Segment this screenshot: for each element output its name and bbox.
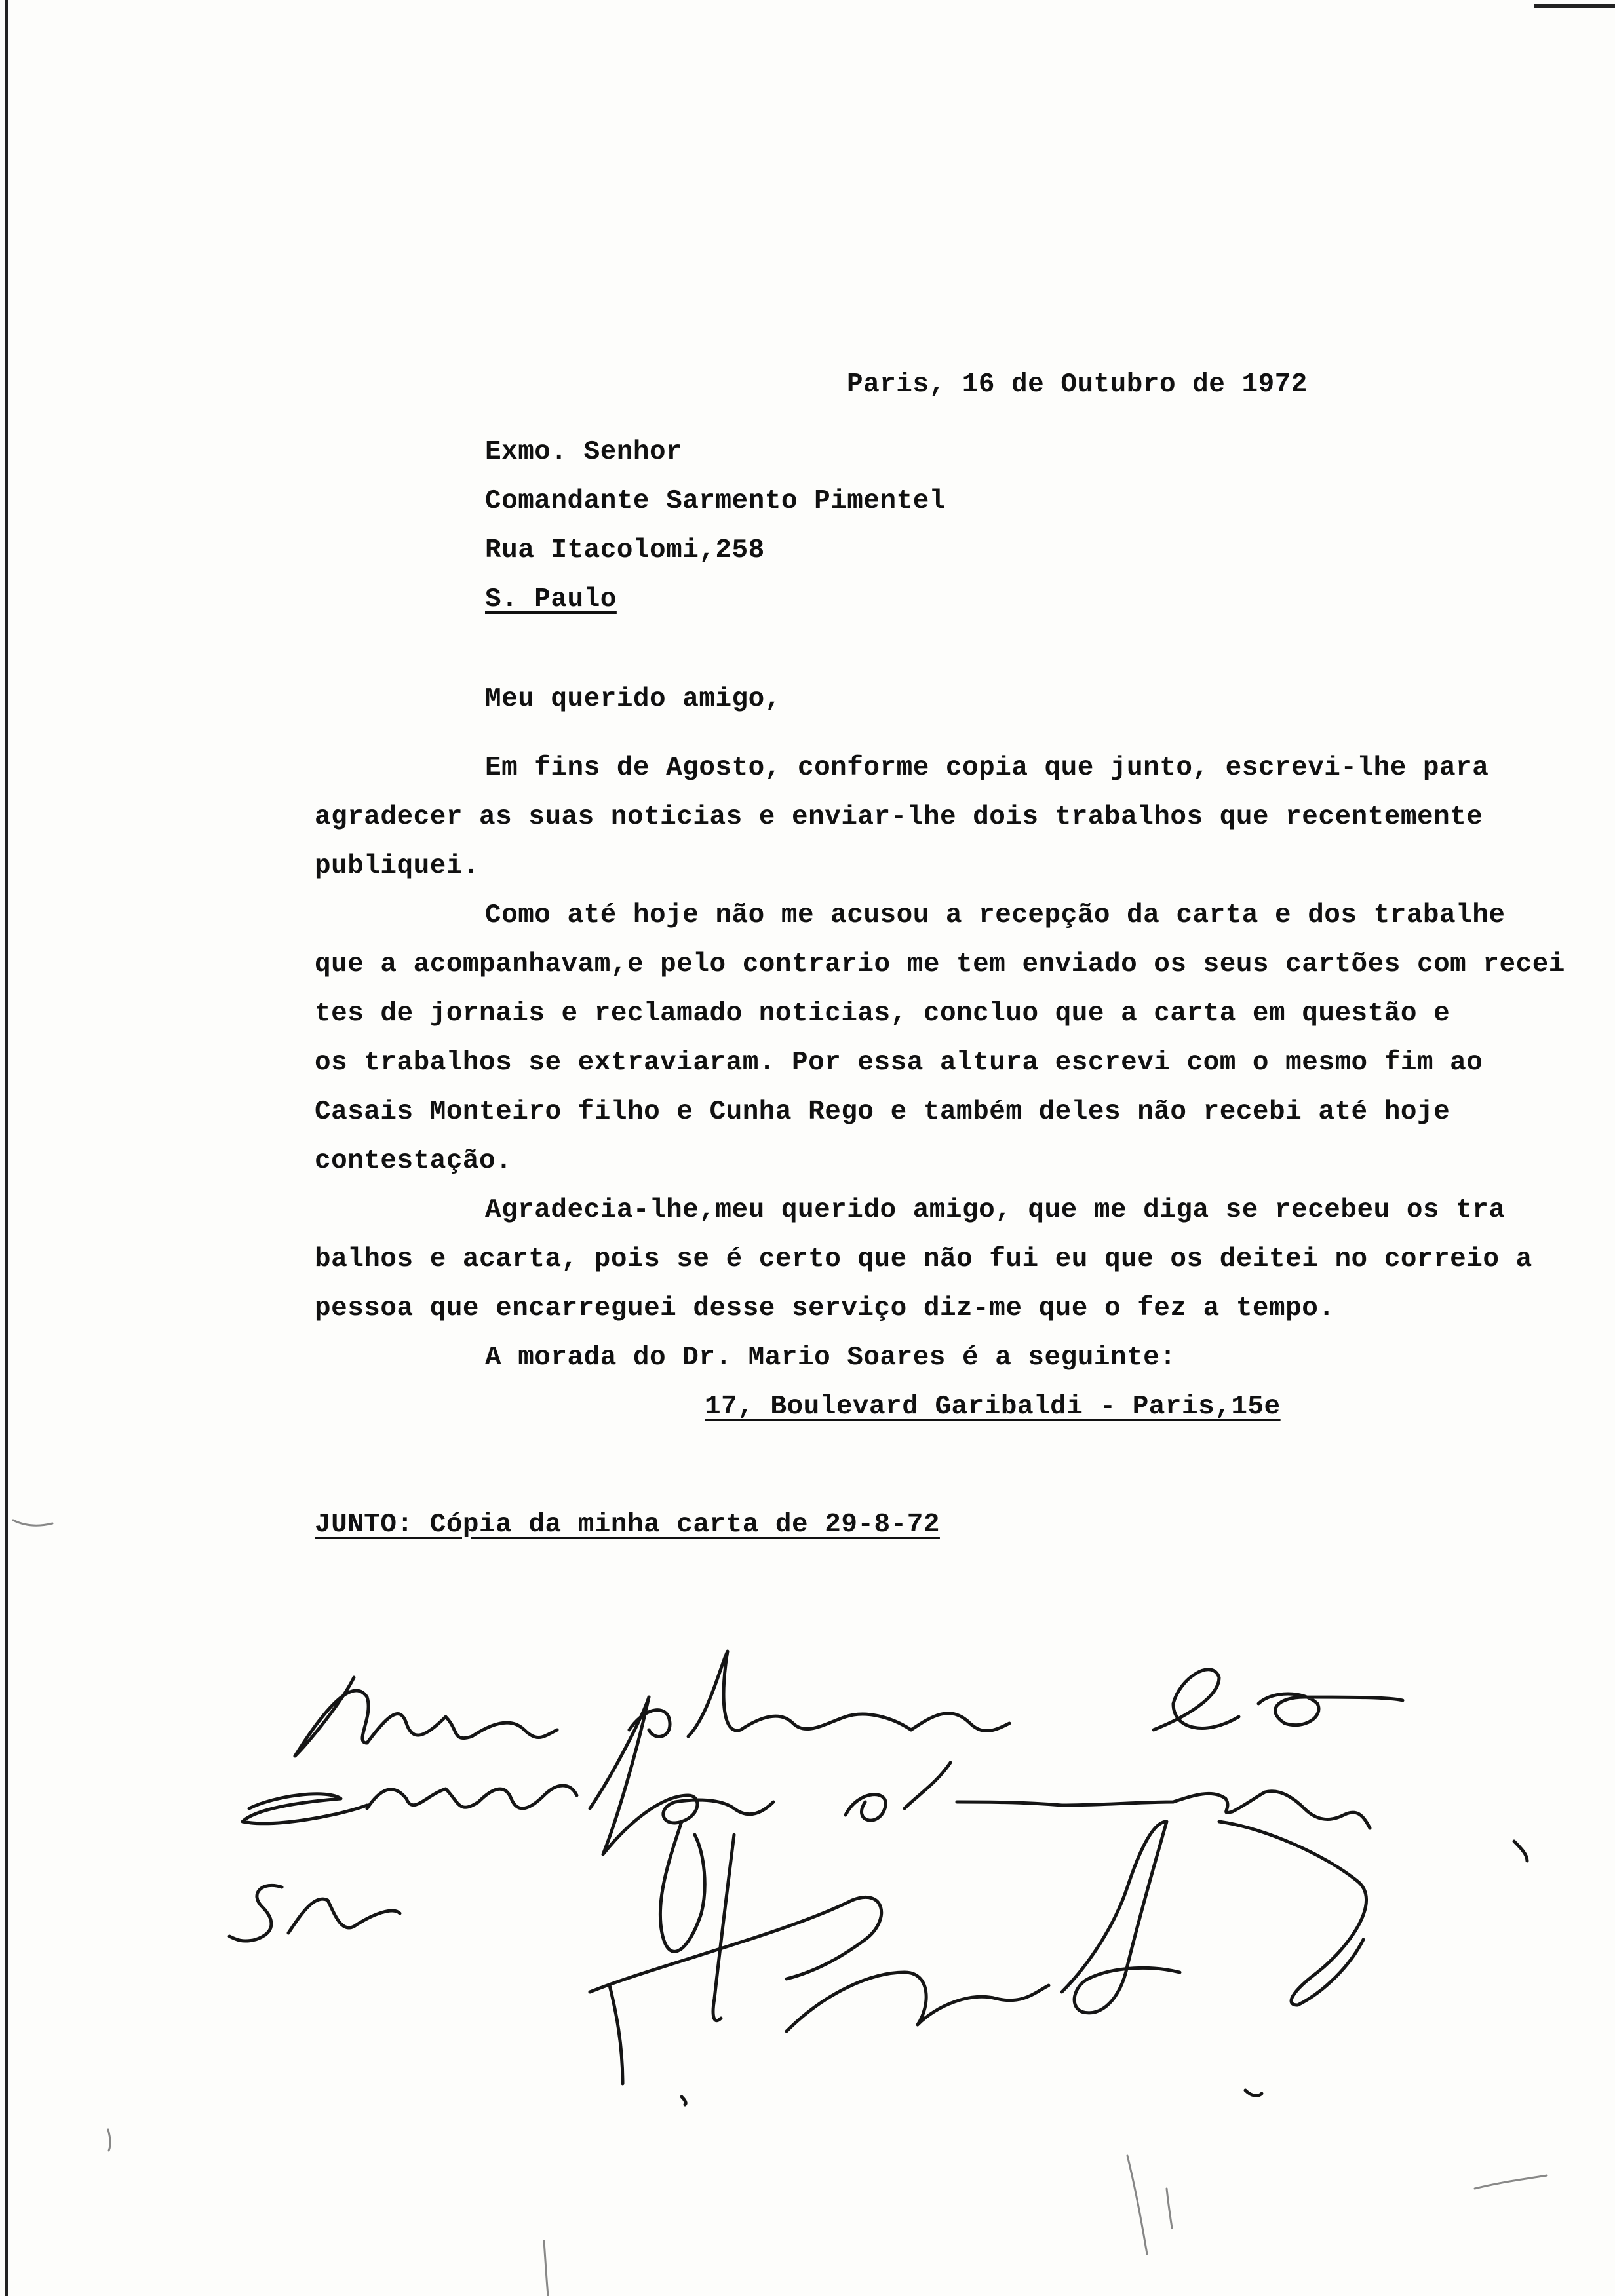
body-line-2: agradecer as suas noticias e enviar-lhe dois trabalhos que recentemente	[315, 802, 1483, 832]
body-line-7: os trabalhos se extraviaram. Por essa altura escrevi com o mesmo fim ao	[315, 1048, 1483, 1078]
body-line-6: tes de jornais e reclamado noticias, concluo que a carta em questão e	[315, 999, 1450, 1029]
body-line-12: pessoa que encarreguei desse serviço diz-me que o fez a tempo.	[315, 1293, 1335, 1324]
address-line-3: Rua Itacolomi,258	[485, 535, 765, 565]
body-line-4: Como até hoje não me acusou a recepção da carta e dos trabalhe	[485, 900, 1506, 930]
body-line-1: Em fins de Agosto, conforme copia que junto, escrevi-lhe para	[485, 753, 1489, 783]
body-line-10: Agradecia-lhe,meu querido amigo, que me diga se recebeu os tra	[485, 1195, 1506, 1225]
body-line-5: que a acompanhavam,e pelo contrario me tem enviado os seus cartões com recei	[315, 949, 1565, 980]
body-line-13: A morada do Dr. Mario Soares é a seguinte:	[485, 1343, 1177, 1373]
body-line-3: publiquei.	[315, 851, 480, 881]
body-line-8: Casais Monteiro filho e Cunha Rego e também deles não recebi até hoje	[315, 1097, 1450, 1127]
address-line-1: Exmo. Senhor	[485, 437, 683, 467]
address-line-2: Comandante Sarmento Pimentel	[485, 486, 946, 516]
enclosure-line: JUNTO: Cópia da minha carta de 29-8-72	[315, 1510, 940, 1540]
date-line: Paris, 16 de Outubro de 1972	[847, 370, 1308, 400]
body-line-11: balhos e acarta, pois se é certo que não fui eu que os deitei no correio a	[315, 1244, 1532, 1274]
body-line-9: contestação.	[315, 1146, 513, 1176]
salutation: Meu querido amigo,	[485, 684, 781, 714]
body-line-14: 17, Boulevard Garibaldi - Paris,15e	[705, 1392, 1281, 1422]
address-line-4: S. Paulo	[485, 584, 617, 615]
